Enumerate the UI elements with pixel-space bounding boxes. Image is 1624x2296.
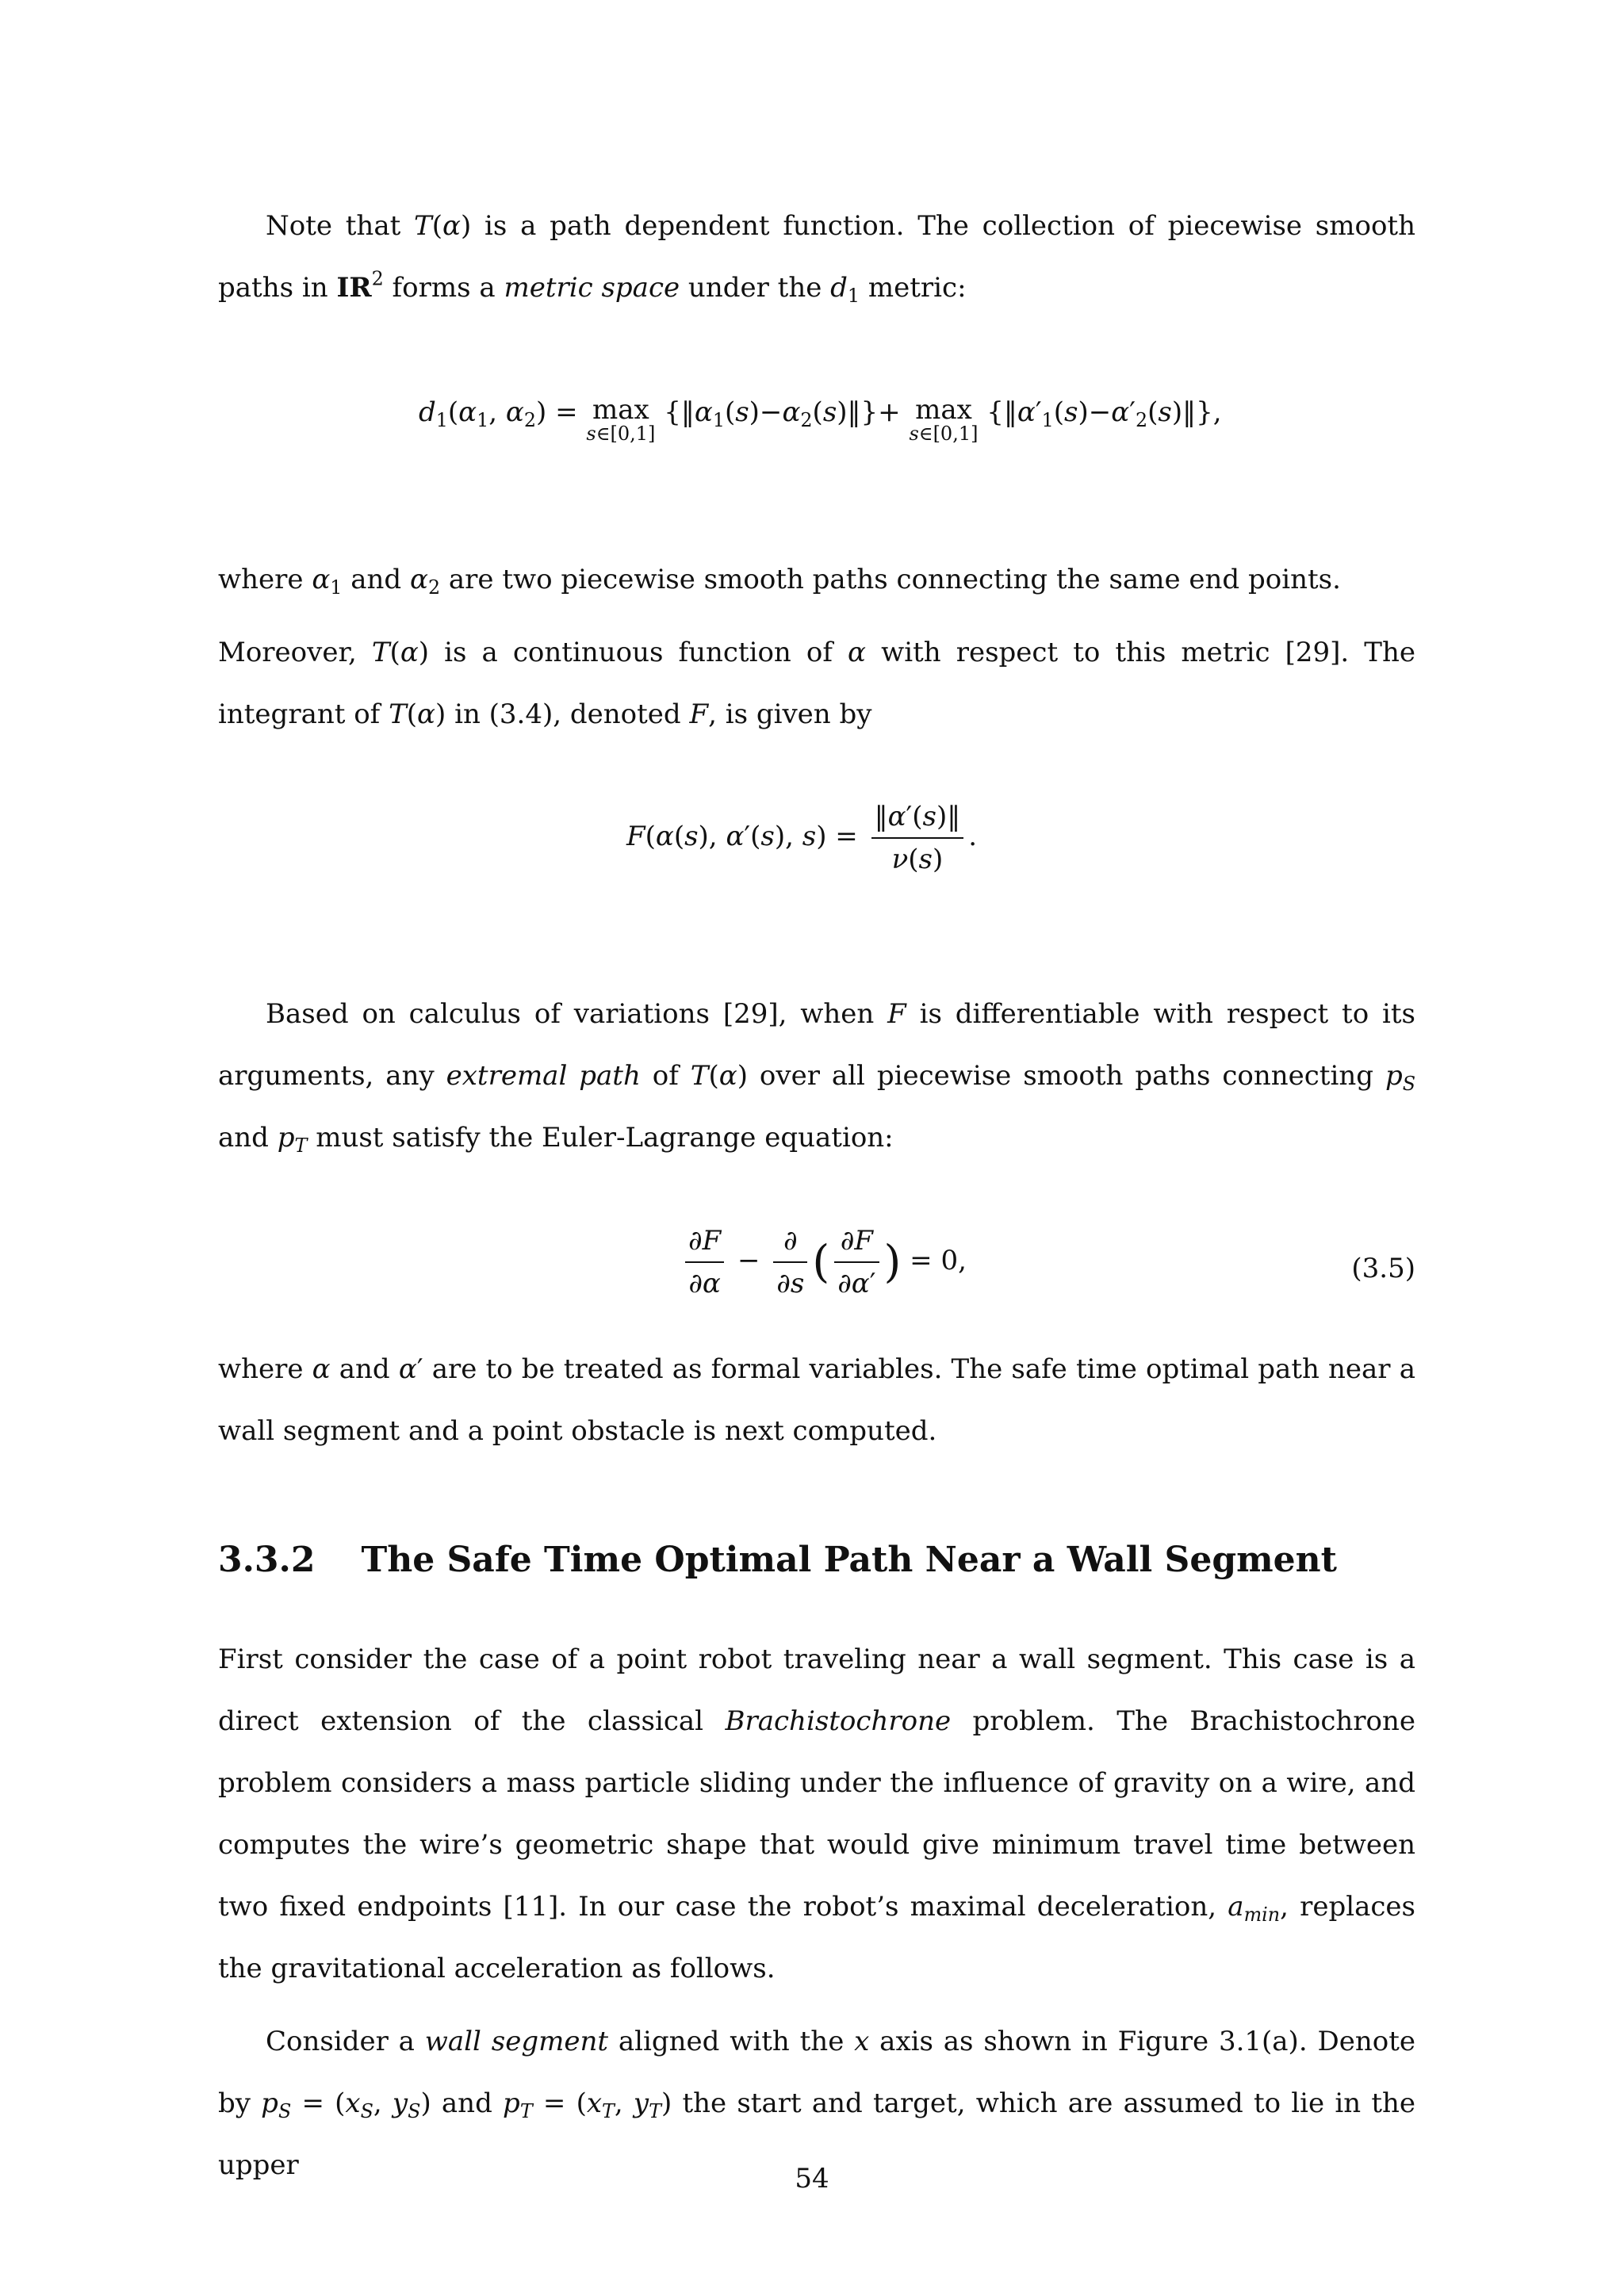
equation-d1-metric: $d_1(\alpha_1$, $\alpha_2) = \max$ s∈[0,1] $\{‖\alpha_1(s)-\alpha_2(s)‖\}+ \max$ s∈[0,1] $\{‖\alpha'_1(s)-\alpha'_2(s)‖\}$, [419,394,1222,445]
paragraph-formal-variables: where α and α′ are to be treated as formal variables. The safe time optimal path near a wall segment and a point obstacle is next computed. [218,1353,1415,1447]
equation-integrand-f: F(α(s), α′(s), s) = $\frac{‖\alpha'(s)‖}{\nu(s)}$ . [626,801,978,875]
paragraph-paths: where $\alpha_1$ and $\alpha_2$ are two piecewise smooth paths connecting the same end points. [218,564,1341,599]
equation-euler-lagrange: $\frac{\partial F}{\partial\alpha}$ − $\frac{\partial}{\partial s}$ ( $\frac{\partial F}{\partial\alpha'}$ ) = 0, [680,1225,967,1299]
paragraph-wall-segment: Consider a wall segment aligned with the x axis as shown in Figure 3.1(a). Denote by $p_S = (x_S$, $y_S$) and $p_T = (x_T$, $y_T$) the start and target, which are assumed to lie in the upper [218,2026,1415,2181]
section-heading [218,1536,1337,1584]
paragraph-continuity: Moreover, T(α) is a continuous function of α with respect to this metric [29]. The integrant of T(α) in (3.4), denoted F, is given by [218,637,1416,730]
paragraph-brachistochrone: First consider the case of a point robot traveling near a wall segment. This case is a direct extension of the classical Brachistochrone problem. The Brachistochrone problem considers a mass particle sliding under the influence of gravity on a wire, and computes the wire’s geometric shape that would give minimum travel time between two fixed endpoints [11]. In our case the robot’s maximal deceleration, $a_{min}$, replaces the gravitational acceleration as follows. [218,1644,1416,1984]
section-number: 3.3.2 [218,1540,316,1580]
paragraph-metric-space: Note that T(α) is a path dependent function. The collection of piecewise smooth paths in $IR^2$ forms a metric space under the $d_1$ metric: [218,210,1415,308]
section-title: The Safe Time Optimal Path Near a Wall Segment [361,1540,1337,1580]
page-number: 54 [795,2163,829,2195]
equation-number: (3.5) [1351,1253,1415,1284]
paragraph-calculus-of-variations: Based on calculus of variations [29], when F is differentiable with respect to its arguments, any extremal path of T(α) over all piecewise smooth paths connecting $p_S$ and $p_T$ must satisfy the Euler-Lagrange equation: [218,998,1416,1158]
